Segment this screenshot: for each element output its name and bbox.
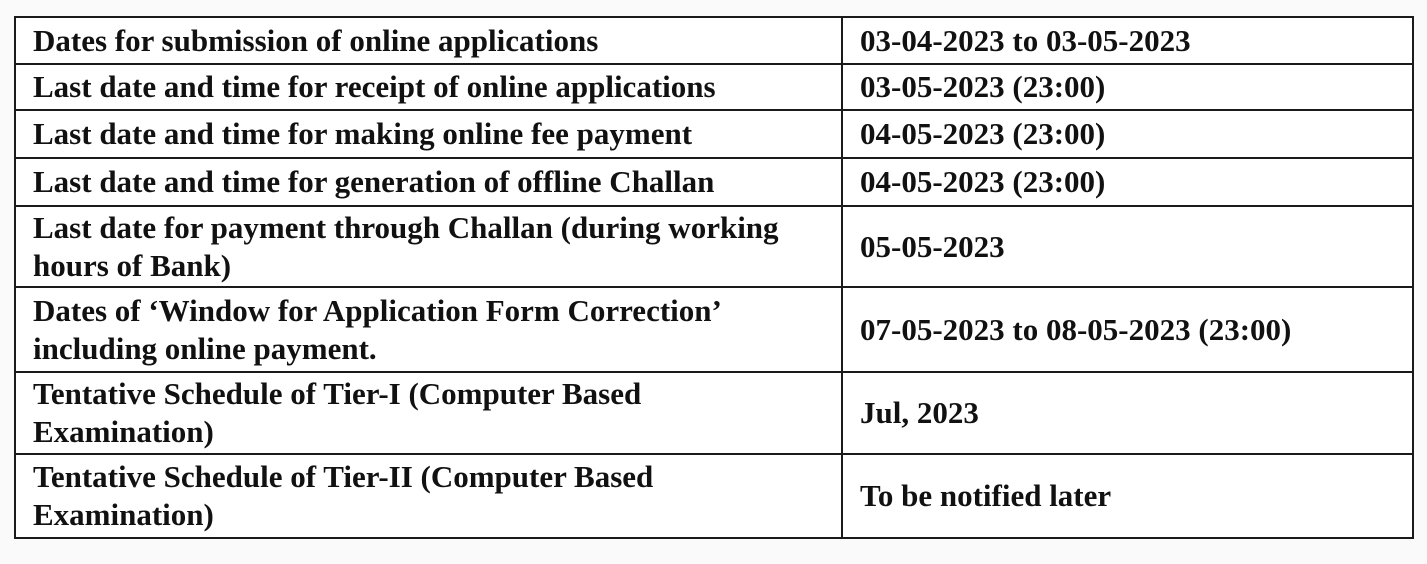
table-row — [15, 206, 1413, 287]
table-row — [15, 454, 1413, 538]
table-row — [15, 64, 1413, 110]
event-label: Last date for payment through Challan (during working hours of Bank) — [15, 206, 842, 287]
table-row — [15, 287, 1413, 372]
event-label: Last date and time for making online fee payment — [15, 110, 842, 158]
event-date: 07-05-2023 to 08-05-2023 (23:00) — [842, 287, 1413, 372]
schedule-table — [14, 16, 1414, 539]
event-label: Last date and time for receipt of online applications — [15, 64, 842, 110]
table-row — [15, 372, 1413, 454]
table-row — [15, 110, 1413, 158]
event-date: 03-04-2023 to 03-05-2023 — [842, 17, 1413, 64]
event-label: Dates of ‘Window for Application Form Correction’ including online payment. — [15, 287, 842, 372]
event-date: 03-05-2023 (23:00) — [842, 64, 1413, 110]
event-date: Jul, 2023 — [842, 372, 1413, 454]
table-row — [15, 17, 1413, 64]
table-row — [15, 158, 1413, 206]
event-date: 05-05-2023 — [842, 206, 1413, 287]
event-label: Tentative Schedule of Tier-I (Computer Based Examination) — [15, 372, 842, 454]
event-label: Last date and time for generation of offline Challan — [15, 158, 842, 206]
event-date: 04-05-2023 (23:00) — [842, 110, 1413, 158]
event-label: Dates for submission of online applications — [15, 17, 842, 64]
event-date: 04-05-2023 (23:00) — [842, 158, 1413, 206]
event-label: Tentative Schedule of Tier-II (Computer Based Examination) — [15, 454, 842, 538]
event-date: To be notified later — [842, 454, 1413, 538]
